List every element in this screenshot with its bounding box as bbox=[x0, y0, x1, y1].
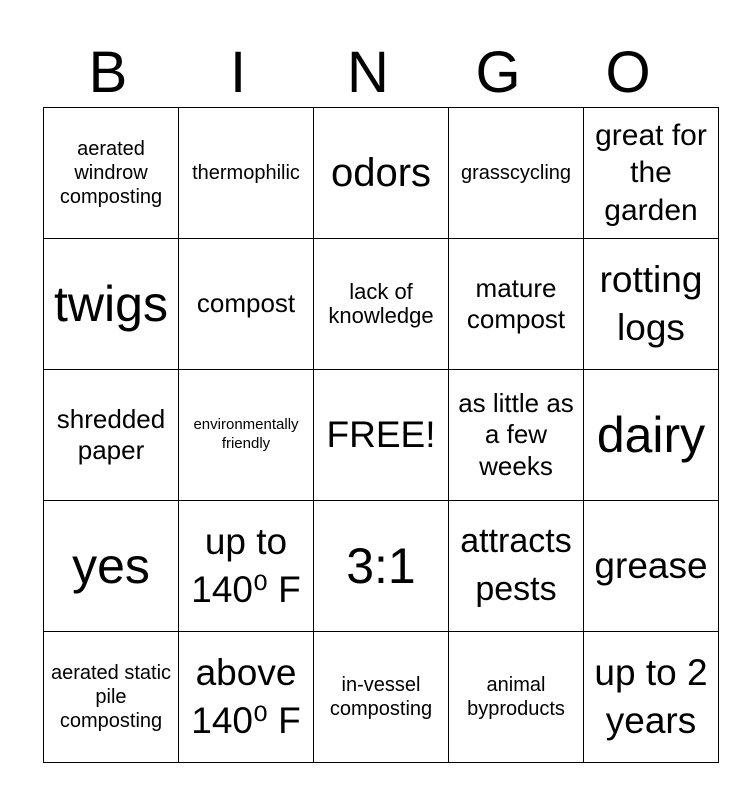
bingo-cell[interactable]: yes bbox=[44, 501, 179, 632]
bingo-cell[interactable]: environmentally friendly bbox=[179, 370, 314, 501]
bingo-cell[interactable]: as little as a few weeks bbox=[449, 370, 584, 501]
bingo-row bbox=[44, 632, 719, 763]
header-letter-o: O bbox=[605, 40, 651, 105]
bingo-cell[interactable]: up to 2 years bbox=[584, 632, 719, 763]
bingo-cell[interactable]: aerated static pile composting bbox=[44, 632, 179, 763]
bingo-row bbox=[44, 239, 719, 370]
bingo-cell[interactable]: great for the garden bbox=[584, 108, 719, 239]
header-letter-g: G bbox=[475, 40, 521, 105]
header-letter-b: B bbox=[88, 40, 128, 105]
bingo-cell[interactable]: above 140⁰ F bbox=[179, 632, 314, 763]
header-letter-n: N bbox=[347, 40, 389, 105]
bingo-row bbox=[44, 370, 719, 501]
bingo-cell[interactable]: up to 140⁰ F bbox=[179, 501, 314, 632]
bingo-cell[interactable]: grasscycling bbox=[449, 108, 584, 239]
bingo-cell[interactable]: grease bbox=[584, 501, 719, 632]
bingo-cell[interactable]: odors bbox=[314, 108, 449, 239]
bingo-cell[interactable]: thermophilic bbox=[179, 108, 314, 239]
bingo-cell[interactable]: animal byproducts bbox=[449, 632, 584, 763]
bingo-cell[interactable]: FREE! bbox=[314, 370, 449, 501]
bingo-cell[interactable]: attracts pests bbox=[449, 501, 584, 632]
bingo-cell[interactable]: dairy bbox=[584, 370, 719, 501]
bingo-cell[interactable]: 3:1 bbox=[314, 501, 449, 632]
bingo-card bbox=[43, 107, 719, 763]
bingo-row bbox=[44, 501, 719, 632]
bingo-cell[interactable]: shredded paper bbox=[44, 370, 179, 501]
bingo-cell[interactable]: mature compost bbox=[449, 239, 584, 370]
bingo-cell[interactable]: lack of knowledge bbox=[314, 239, 449, 370]
bingo-cell[interactable]: twigs bbox=[44, 239, 179, 370]
bingo-header bbox=[43, 38, 693, 108]
header-letter-i: I bbox=[229, 40, 247, 105]
bingo-cell[interactable]: rotting logs bbox=[584, 239, 719, 370]
bingo-cell[interactable]: compost bbox=[179, 239, 314, 370]
bingo-cell[interactable]: aerated windrow composting bbox=[44, 108, 179, 239]
bingo-cell[interactable]: in-vessel composting bbox=[314, 632, 449, 763]
bingo-row bbox=[44, 108, 719, 239]
